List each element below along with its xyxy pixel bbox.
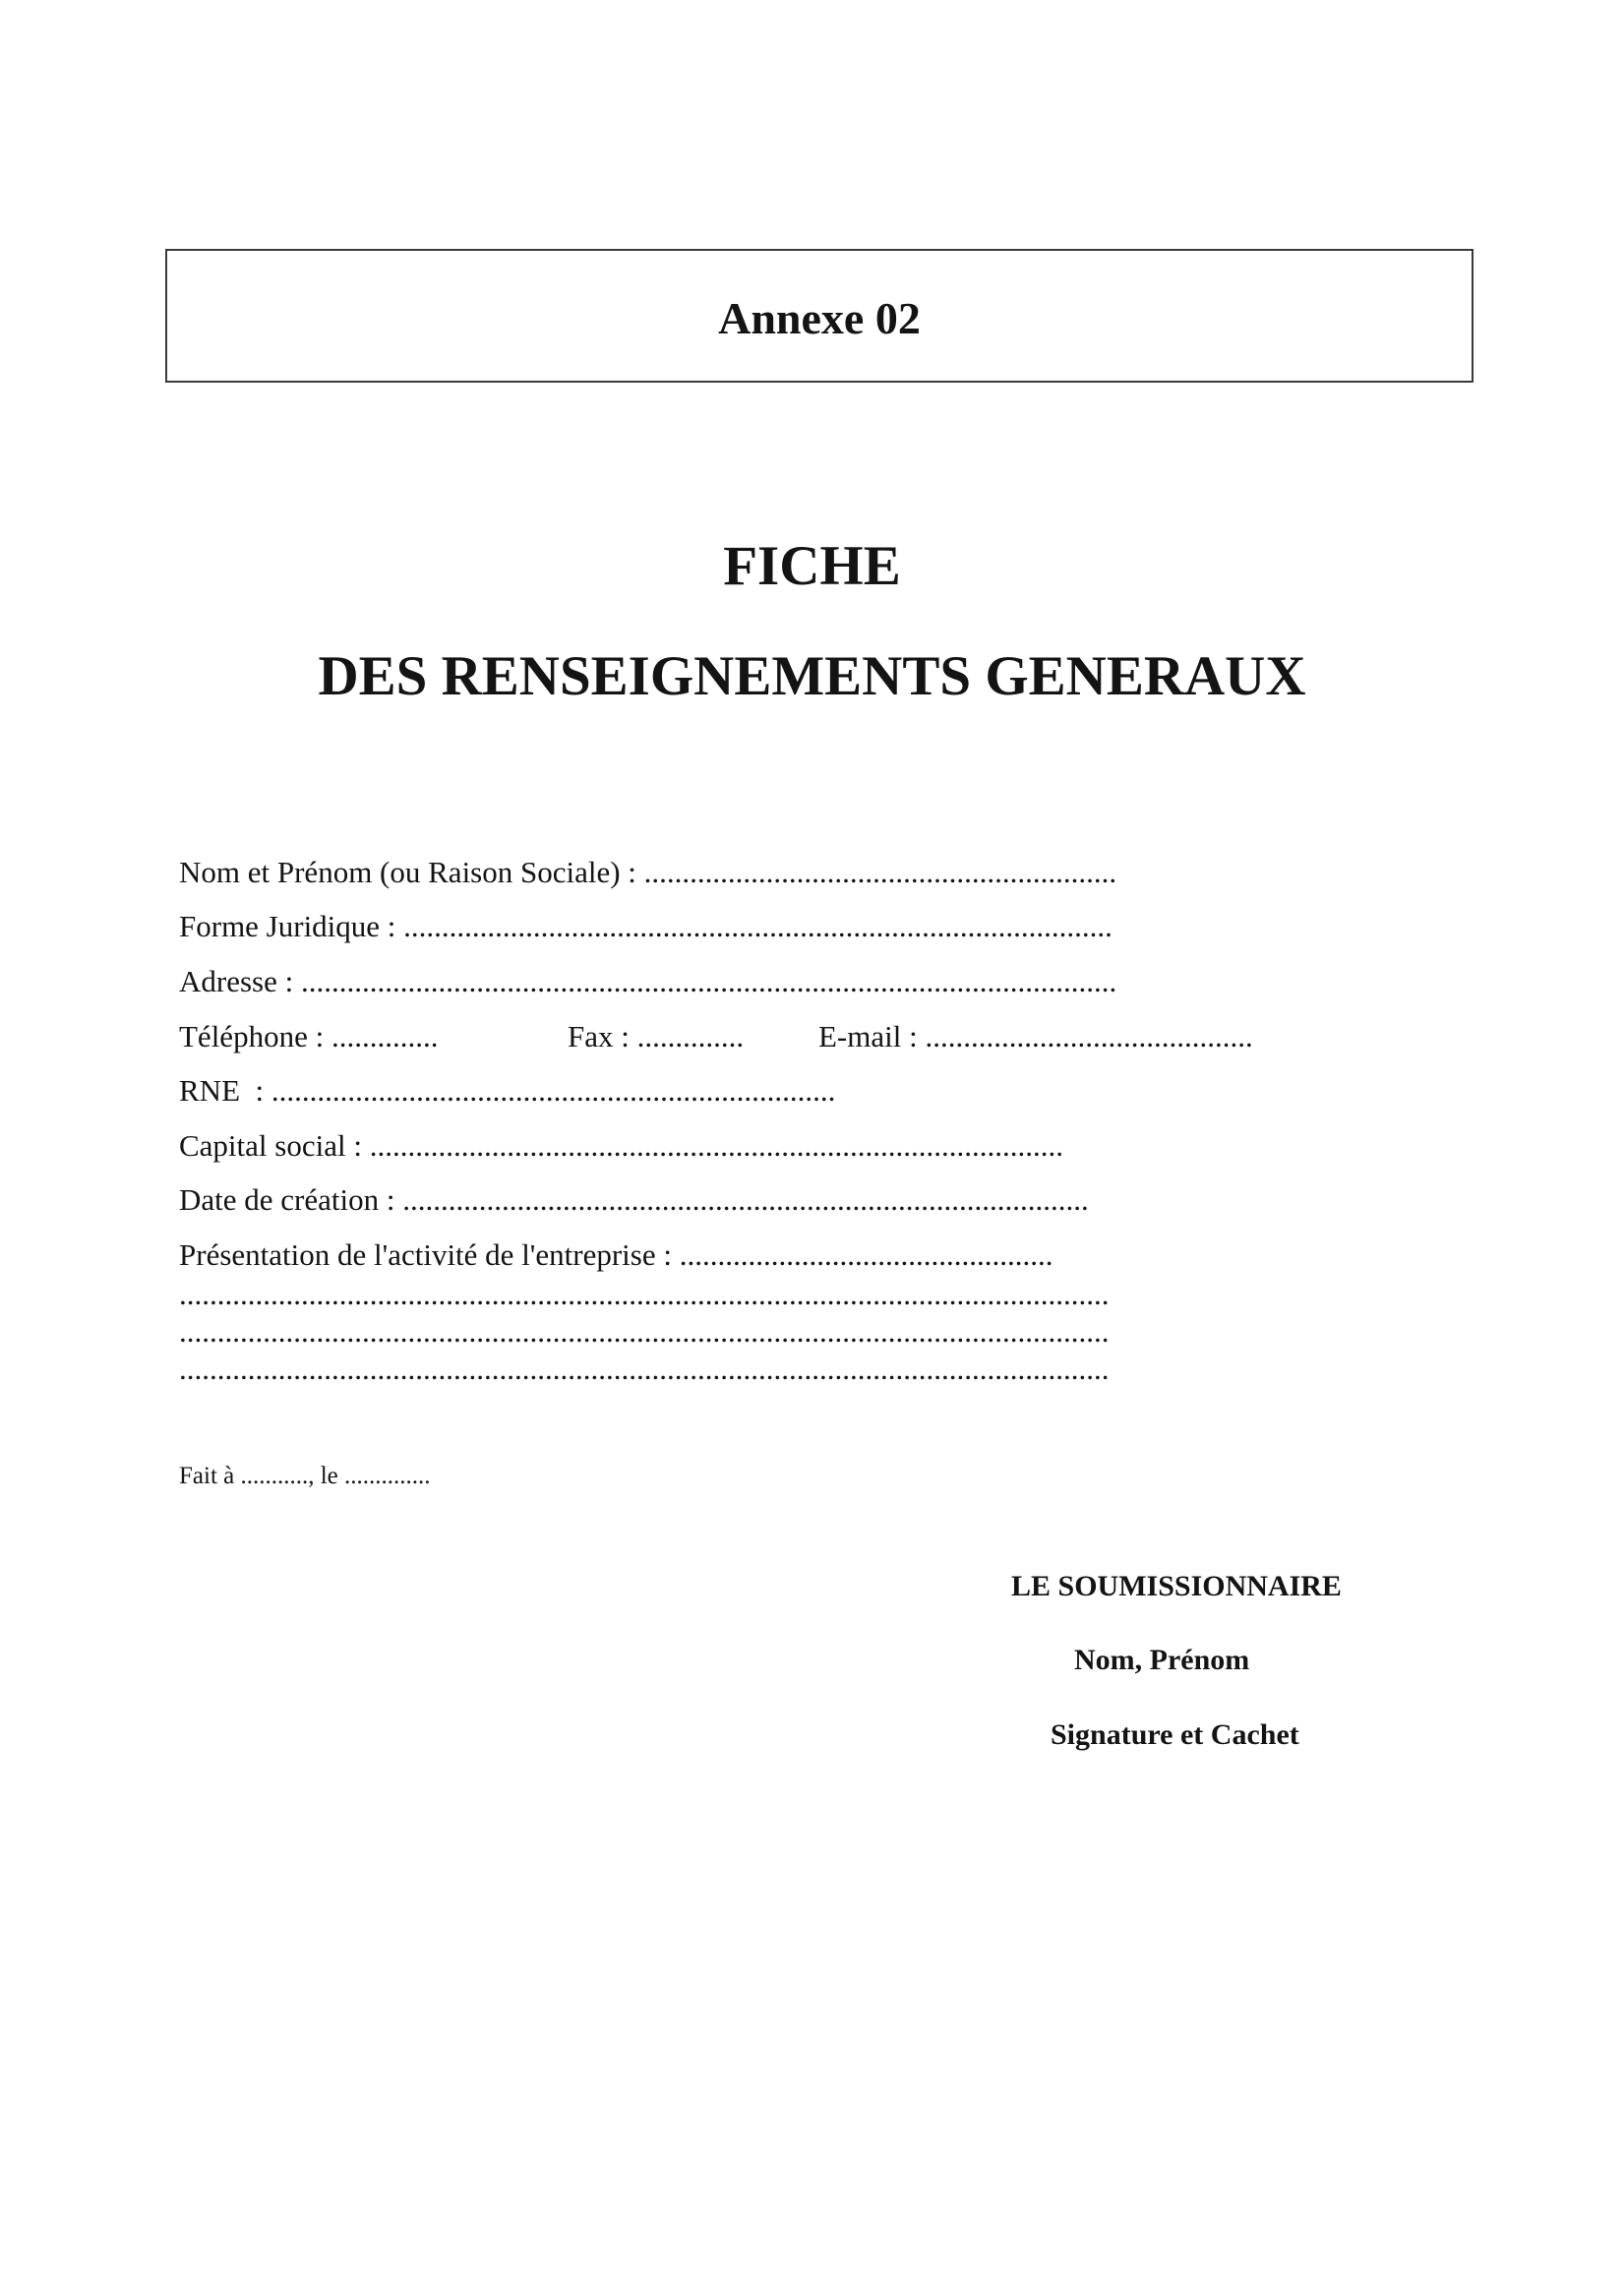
- name-field: Nom et Prénom (ou Raison Sociale) : ..............................................................: [179, 855, 1117, 889]
- signature-label: Signature et Cachet: [1051, 1718, 1299, 1751]
- fax-field: Fax : ..............: [568, 1019, 745, 1053]
- bidder-label: LE SOUMISSIONNAIRE: [1011, 1570, 1342, 1602]
- creation-date-field: Date de création : ..........................................................................................: [179, 1182, 1089, 1217]
- capital-field: Capital social : ...........................................................................................: [179, 1128, 1063, 1163]
- page-title: FICHE: [723, 535, 901, 597]
- phone-field: Téléphone : ..............: [179, 1019, 439, 1053]
- address-field: Adresse : ...........................................................................................................: [179, 964, 1117, 998]
- legal-form-field: Forme Juridique : .............................................................................................: [179, 909, 1113, 943]
- rne-field: RNE : ..........................................................................: [179, 1073, 836, 1108]
- activity-line-1: ..........................................................................................................................: [179, 1277, 1110, 1311]
- place-date-line: Fait à ..........., le ..............: [179, 1463, 431, 1489]
- page-subtitle: DES RENSEIGNEMENTS GENERAUX: [318, 645, 1306, 707]
- annex-label: Annexe 02: [718, 293, 921, 343]
- activity-line-3: ..........................................................................................................................: [179, 1352, 1110, 1386]
- name-label: Nom, Prénom: [1074, 1644, 1250, 1676]
- activity-line-2: ..........................................................................................................................: [179, 1314, 1110, 1349]
- email-field: E-mail : ...........................................: [818, 1019, 1253, 1053]
- activity-field: Présentation de l'activité de l'entreprise : .................................................: [179, 1237, 1053, 1272]
